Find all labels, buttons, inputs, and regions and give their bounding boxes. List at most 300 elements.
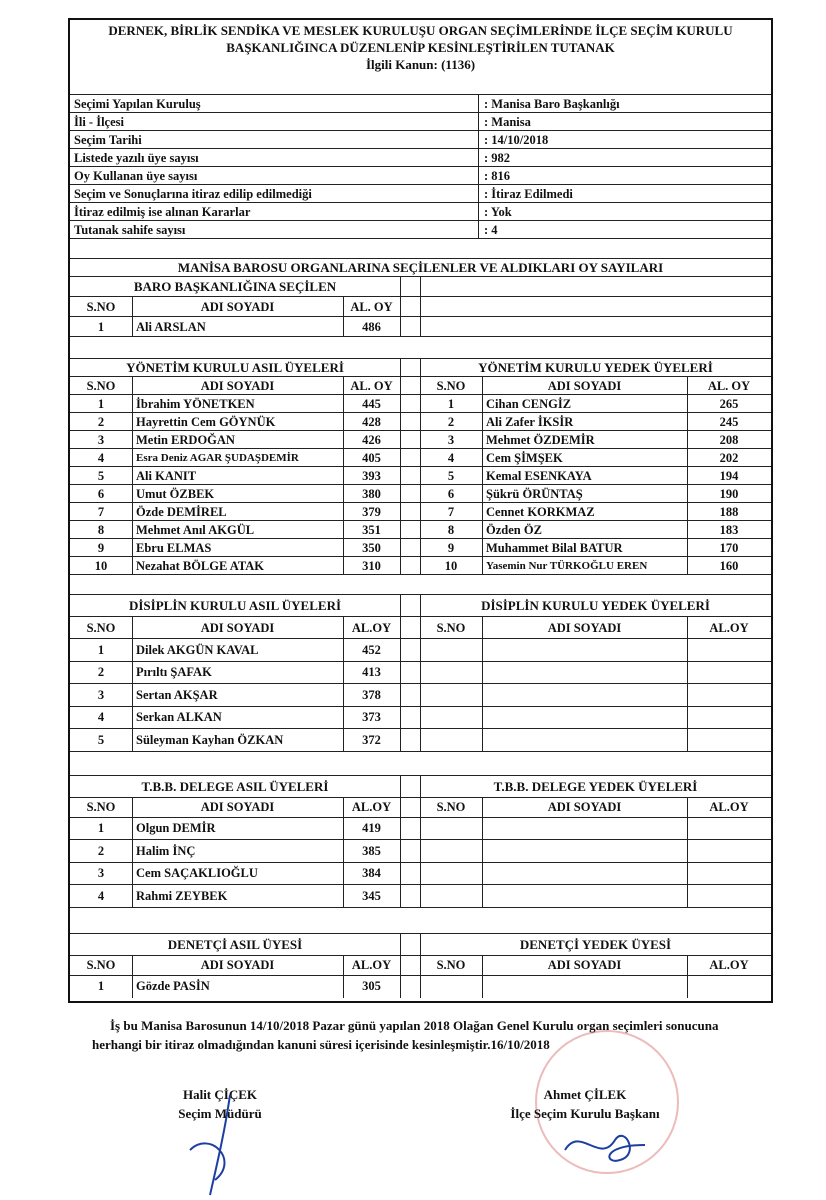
section-title-row xyxy=(70,358,771,377)
cell-divider xyxy=(400,662,401,685)
cell-divider xyxy=(687,413,688,431)
cell-divider xyxy=(482,818,483,841)
table-row xyxy=(70,862,771,886)
cell-divider xyxy=(132,413,133,431)
row-votes xyxy=(687,976,771,998)
table-row xyxy=(70,502,771,521)
row-name: Ali KANIT xyxy=(136,468,197,483)
cell-divider xyxy=(478,113,479,131)
row-sno: 8 xyxy=(97,522,105,537)
section-title-row xyxy=(70,775,771,798)
row-votes: 351 xyxy=(362,522,381,537)
cell-divider xyxy=(687,707,688,730)
cell-divider xyxy=(420,317,421,337)
cell-divider xyxy=(482,449,483,467)
row-sno: 5 xyxy=(447,468,455,483)
cell-divider xyxy=(687,684,688,707)
row-sno: 7 xyxy=(97,504,105,519)
info-row xyxy=(70,130,771,149)
row-name: Mehmet ÖZDEMİR xyxy=(486,432,595,447)
cell-divider xyxy=(400,684,401,707)
row-sno xyxy=(420,976,482,998)
row-votes xyxy=(687,885,771,908)
info-label: Seçim Tarihi xyxy=(74,132,142,147)
cell-divider xyxy=(482,395,483,413)
main-title-row xyxy=(70,258,771,277)
cell-divider xyxy=(400,707,401,730)
cell-divider xyxy=(400,840,401,863)
cell-divider xyxy=(400,798,401,818)
info-value: : 4 xyxy=(484,222,498,237)
row-votes: 372 xyxy=(362,732,381,747)
table-row xyxy=(70,430,771,449)
table-row xyxy=(70,538,771,557)
row-votes: 188 xyxy=(719,504,739,519)
cell-divider xyxy=(132,639,133,662)
cell-divider xyxy=(420,707,421,730)
info-value: : Manisa xyxy=(484,114,531,129)
row-sno: 8 xyxy=(447,522,455,537)
cell-divider xyxy=(132,539,133,557)
cell-divider xyxy=(400,317,401,337)
row-votes: 310 xyxy=(362,558,381,573)
cell-divider xyxy=(482,976,483,998)
info-row xyxy=(70,202,771,221)
cell-divider xyxy=(343,467,344,485)
cell-divider xyxy=(482,729,483,752)
closing-text: İş bu Manisa Barosunun 14/10/2018 Pazar günü yapılan 2018 Olağan Genel Kurulu organ seçimleri sonucuna herhangi bir itiraz olmadığından kanuni süresi içerisinde kesinleşmiştir.16/10/2018 xyxy=(92,1018,719,1052)
col-name: ADI SOYADI xyxy=(200,378,275,393)
row-name: Kemal ESENKAYA xyxy=(486,468,592,483)
col-sno: S.NO xyxy=(436,800,466,814)
cell-divider xyxy=(400,503,401,521)
row-name xyxy=(482,662,691,685)
cell-divider xyxy=(132,431,133,449)
cell-divider xyxy=(400,776,401,798)
row-name: Süleyman Kayhan ÖZKAN xyxy=(136,732,284,747)
signature-right-scribble xyxy=(560,1120,650,1170)
cell-divider xyxy=(343,521,344,539)
cell-divider xyxy=(343,818,344,841)
row-sno xyxy=(420,684,482,707)
cell-divider xyxy=(343,317,344,337)
cell-divider xyxy=(343,863,344,886)
spacer-row xyxy=(70,238,771,259)
row-name: Umut ÖZBEK xyxy=(136,486,215,501)
row-sno: 3 xyxy=(97,866,105,881)
cell-divider xyxy=(400,467,401,485)
row-votes: 452 xyxy=(362,642,381,657)
section-title-yedek: YÖNETİM KURULU YEDEK ÜYELERİ xyxy=(478,360,713,375)
row-sno xyxy=(420,639,482,662)
signature-left-scribble xyxy=(170,1090,280,1200)
cell-divider xyxy=(132,707,133,730)
cell-divider xyxy=(482,639,483,662)
table-row xyxy=(70,316,771,337)
document-header xyxy=(70,20,771,75)
row-sno: 2 xyxy=(97,843,105,858)
col-name: ADI SOYADI xyxy=(547,958,622,972)
cell-divider xyxy=(478,185,479,203)
cell-divider xyxy=(132,840,133,863)
row-votes xyxy=(687,863,771,886)
cell-divider xyxy=(343,662,344,685)
row-name: İbrahim YÖNETKEN xyxy=(136,396,255,411)
row-name: Mehmet Anıl AKGÜL xyxy=(136,522,255,537)
row-votes: 202 xyxy=(719,450,739,465)
row-name: Şükrü ÖRÜNTAŞ xyxy=(486,486,583,501)
cell-divider xyxy=(400,431,401,449)
info-row xyxy=(70,94,771,113)
row-name: Dilek AKGÜN KAVAL xyxy=(136,642,259,657)
cell-divider xyxy=(400,885,401,908)
col-name: ADI SOYADI xyxy=(200,299,275,314)
table-row xyxy=(70,884,771,908)
row-sno xyxy=(420,885,482,908)
row-name: Cem SAÇAKLIOĞLU xyxy=(136,866,258,881)
info-row xyxy=(70,112,771,131)
row-votes: 385 xyxy=(362,843,381,858)
table-row xyxy=(70,975,771,998)
row-sno: 2 xyxy=(447,414,455,429)
row-sno: 4 xyxy=(447,450,455,465)
cell-divider xyxy=(482,885,483,908)
signer-left-title: Seçim Müdürü xyxy=(178,1106,262,1121)
cell-divider xyxy=(687,521,688,539)
row-name xyxy=(482,863,691,886)
header-line-3: İlgili Kanun: (1136) xyxy=(365,57,476,72)
cell-divider xyxy=(478,221,479,239)
minutes-sheet xyxy=(68,18,773,1003)
cell-divider xyxy=(132,684,133,707)
row-name: Nezahat BÖLGE ATAK xyxy=(136,558,265,573)
table-header-row xyxy=(70,296,771,317)
row-votes: 183 xyxy=(719,522,739,537)
cell-divider xyxy=(343,485,344,503)
cell-divider xyxy=(687,557,688,575)
row-votes xyxy=(687,639,771,662)
col-name: ADI SOYADI xyxy=(200,958,275,972)
row-votes: 393 xyxy=(362,468,381,483)
row-name: Sertan AKŞAR xyxy=(136,687,218,702)
cell-divider xyxy=(132,818,133,841)
cell-divider xyxy=(400,277,401,297)
info-value: : 14/10/2018 xyxy=(484,132,549,147)
cell-divider xyxy=(400,539,401,557)
cell-divider xyxy=(478,95,479,113)
table-row xyxy=(70,638,771,662)
row-sno: 1 xyxy=(97,642,105,657)
cell-divider xyxy=(400,934,401,956)
row-name xyxy=(482,885,691,908)
cell-divider xyxy=(482,431,483,449)
info-value: : Manisa Baro Başkanlığı xyxy=(484,96,620,111)
row-votes: 245 xyxy=(719,414,739,429)
cell-divider xyxy=(343,557,344,575)
table-row xyxy=(70,466,771,485)
cell-divider xyxy=(482,503,483,521)
spacer-row xyxy=(70,751,771,776)
row-votes: 160 xyxy=(719,558,739,573)
info-label: İli - İlçesi xyxy=(74,114,124,129)
cell-divider xyxy=(687,639,688,662)
cell-divider xyxy=(687,885,688,908)
info-label: Tutanak sahife sayısı xyxy=(74,222,186,237)
row-name: Cem ŞİMŞEK xyxy=(486,450,563,465)
row-name: Muhammet Bilal BATUR xyxy=(486,540,623,555)
row-name: Serkan ALKAN xyxy=(136,710,222,725)
cell-divider xyxy=(687,863,688,886)
row-name: Olgun DEMİR xyxy=(136,821,216,836)
info-label: Oy Kullanan üye sayısı xyxy=(74,168,198,183)
row-sno: 1 xyxy=(97,319,105,334)
row-name: Özde DEMİREL xyxy=(136,504,227,519)
cell-divider xyxy=(400,485,401,503)
row-votes: 373 xyxy=(362,710,381,725)
col-votes: AL.OY xyxy=(709,800,749,814)
cell-divider xyxy=(132,976,133,998)
cell-divider xyxy=(343,431,344,449)
row-sno: 1 xyxy=(97,821,105,836)
signer-left-name: Halit ÇİÇEK xyxy=(182,1087,258,1102)
section-title-asil: T.B.B. DELEGE ASIL ÜYELERİ xyxy=(141,778,329,794)
cell-divider xyxy=(478,167,479,185)
row-name xyxy=(482,976,691,998)
col-sno: S.NO xyxy=(436,378,466,393)
table-header-row xyxy=(70,955,771,976)
table-row xyxy=(70,484,771,503)
col-sno: S.NO xyxy=(436,620,466,635)
spacer-row xyxy=(70,907,771,934)
row-sno: 9 xyxy=(447,540,455,555)
row-votes: 428 xyxy=(362,414,381,429)
cell-divider xyxy=(343,840,344,863)
cell-divider xyxy=(132,317,133,337)
row-name: Ali Zafer İKSİR xyxy=(486,414,574,429)
cell-divider xyxy=(687,467,688,485)
table-header-row xyxy=(70,376,771,395)
section-title-row xyxy=(70,594,771,617)
row-name: Metin ERDOĞAN xyxy=(136,432,235,447)
cell-divider xyxy=(400,617,401,639)
row-votes: 208 xyxy=(719,432,739,447)
row-sno: 6 xyxy=(447,486,455,501)
table-header-row xyxy=(70,797,771,818)
cell-divider xyxy=(343,639,344,662)
table-row xyxy=(70,661,771,685)
cell-divider xyxy=(400,818,401,841)
cell-divider xyxy=(132,503,133,521)
cell-divider xyxy=(343,503,344,521)
cell-divider xyxy=(482,863,483,886)
cell-divider xyxy=(132,729,133,752)
row-name: Yasemin Nur TÜRKOĞLU EREN xyxy=(486,560,648,572)
cell-divider xyxy=(482,521,483,539)
row-votes: 380 xyxy=(362,486,381,501)
cell-divider xyxy=(400,639,401,662)
row-votes: 345 xyxy=(362,888,381,903)
row-votes xyxy=(687,840,771,863)
cell-divider xyxy=(420,277,421,297)
cell-divider xyxy=(132,885,133,908)
row-votes xyxy=(687,684,771,707)
col-name: ADI SOYADI xyxy=(547,378,622,393)
cell-divider xyxy=(343,413,344,431)
row-sno: 6 xyxy=(97,486,105,501)
col-sno: S.NO xyxy=(436,958,466,972)
cell-divider xyxy=(400,729,401,752)
section-title-asil: YÖNETİM KURULU ASIL ÜYELERİ xyxy=(126,360,344,375)
row-votes: 350 xyxy=(362,540,381,555)
cell-divider xyxy=(400,521,401,539)
cell-divider xyxy=(343,707,344,730)
row-name: Hayrettin Cem GÖYNÜK xyxy=(136,414,276,429)
cell-divider xyxy=(343,539,344,557)
col-votes: AL. OY xyxy=(707,378,751,393)
col-votes: AL.OY xyxy=(351,958,392,972)
section-title-asil: BARO BAŞKANLIĞINA SEÇİLEN xyxy=(133,279,337,294)
cell-divider xyxy=(482,840,483,863)
cell-divider xyxy=(343,729,344,752)
row-sno xyxy=(420,840,482,863)
row-sno xyxy=(420,818,482,841)
row-votes: 379 xyxy=(362,504,381,519)
row-votes xyxy=(687,662,771,685)
row-sno: 3 xyxy=(447,432,455,447)
cell-divider xyxy=(132,485,133,503)
row-name: Gözde PASİN xyxy=(136,979,210,993)
row-votes: 305 xyxy=(362,979,381,993)
info-value: : İtiraz Edilmedi xyxy=(484,186,573,201)
row-name xyxy=(482,840,691,863)
table-header-row xyxy=(70,616,771,639)
col-name: ADI SOYADI xyxy=(547,800,622,814)
cell-divider xyxy=(400,557,401,575)
row-sno: 5 xyxy=(97,468,105,483)
col-votes: AL. OY xyxy=(350,378,393,393)
section-title-yedek: DİSİPLİN KURULU YEDEK ÜYELERİ xyxy=(481,598,710,613)
cell-divider xyxy=(687,662,688,685)
cell-divider xyxy=(687,431,688,449)
row-sno: 1 xyxy=(97,979,105,993)
col-votes: AL.OY xyxy=(351,620,392,635)
cell-divider xyxy=(343,395,344,413)
cell-divider xyxy=(132,395,133,413)
table-row xyxy=(70,683,771,707)
row-votes xyxy=(687,818,771,841)
table-row xyxy=(70,412,771,431)
header-line-1: DERNEK, BİRLİK SENDİKA VE MESLEK KURULUŞU ORGAN SEÇİMLERİNDE İLÇE SEÇİM KURULU xyxy=(108,23,733,38)
row-sno: 9 xyxy=(97,540,105,555)
col-sno: S.NO xyxy=(86,620,116,635)
cell-divider xyxy=(132,521,133,539)
row-votes: 405 xyxy=(362,450,381,465)
cell-divider xyxy=(482,413,483,431)
cell-divider xyxy=(482,485,483,503)
table-row xyxy=(70,394,771,413)
col-sno: S.NO xyxy=(86,299,116,314)
col-name: ADI SOYADI xyxy=(200,620,275,635)
table-row xyxy=(70,817,771,841)
cell-divider xyxy=(687,395,688,413)
row-name: Esra Deniz AGAR ŞUDAŞDEMİR xyxy=(136,452,299,464)
table-row xyxy=(70,839,771,863)
info-label: Seçim ve Sonuçlarına itiraz edilip edilmediği xyxy=(74,186,312,201)
cell-divider xyxy=(420,729,421,752)
row-votes: 413 xyxy=(362,665,381,680)
section-title-asil: DİSİPLİN KURULU ASIL ÜYELERİ xyxy=(128,598,342,613)
info-row xyxy=(70,220,771,239)
row-votes: 384 xyxy=(362,866,381,881)
info-value: : Yok xyxy=(484,204,512,219)
cell-divider xyxy=(400,449,401,467)
row-sno: 7 xyxy=(447,504,455,519)
section-title-asil: DENETÇİ ASIL ÜYESİ xyxy=(167,936,303,952)
col-name: ADI SOYADI xyxy=(547,620,622,635)
spacer-row xyxy=(70,574,771,595)
section-title-yedek: T.B.B. DELEGE YEDEK ÜYELERİ xyxy=(493,778,698,794)
cell-divider xyxy=(478,203,479,221)
row-name: Ali ARSLAN xyxy=(136,319,206,334)
row-name: Cennet KORKMAZ xyxy=(486,504,595,519)
cell-divider xyxy=(400,595,401,617)
cell-divider xyxy=(478,149,479,167)
col-votes: AL. OY xyxy=(350,299,393,314)
row-sno: 2 xyxy=(97,665,105,680)
table-row xyxy=(70,728,771,752)
info-value: : 982 xyxy=(484,150,511,165)
section-title-yedek: DENETÇİ YEDEK ÜYESİ xyxy=(519,936,672,952)
cell-divider xyxy=(400,395,401,413)
info-label: İtiraz edilmiş ise alınan Kararlar xyxy=(74,204,251,219)
row-name: Pırıltı ŞAFAK xyxy=(136,665,212,680)
cell-divider xyxy=(482,662,483,685)
row-sno: 10 xyxy=(94,558,108,573)
col-votes: AL.OY xyxy=(709,620,749,635)
col-votes: AL.OY xyxy=(709,958,749,972)
cell-divider xyxy=(343,449,344,467)
cell-divider xyxy=(400,976,401,998)
cell-divider xyxy=(343,684,344,707)
col-sno: S.NO xyxy=(86,800,116,814)
row-sno xyxy=(420,662,482,685)
row-name: Rahmi ZEYBEK xyxy=(136,888,228,903)
row-sno: 10 xyxy=(444,558,458,573)
cell-divider xyxy=(132,557,133,575)
info-value: : 816 xyxy=(484,168,511,183)
cell-divider xyxy=(482,539,483,557)
signer-right-title: İlçe Seçim Kurulu Başkanı xyxy=(510,1106,660,1121)
cell-divider xyxy=(687,818,688,841)
spacer-row xyxy=(70,336,771,359)
row-name xyxy=(482,818,691,841)
row-sno: 3 xyxy=(97,687,105,702)
cell-divider xyxy=(687,503,688,521)
main-title: MANİSA BAROSU ORGANLARINA SEÇİLENLER VE ALDIKLARI OY SAYILARI xyxy=(177,260,664,275)
cell-divider xyxy=(343,885,344,908)
cell-divider xyxy=(400,956,401,976)
col-sno: S.NO xyxy=(86,958,116,972)
row-sno: 3 xyxy=(97,432,105,447)
row-name xyxy=(482,684,691,707)
row-votes: 194 xyxy=(719,468,739,483)
row-votes: 426 xyxy=(362,432,381,447)
col-name: ADI SOYADI xyxy=(200,800,275,814)
row-sno: 4 xyxy=(97,710,105,725)
table-row xyxy=(70,448,771,467)
row-sno: 5 xyxy=(97,732,105,747)
info-row xyxy=(70,166,771,185)
